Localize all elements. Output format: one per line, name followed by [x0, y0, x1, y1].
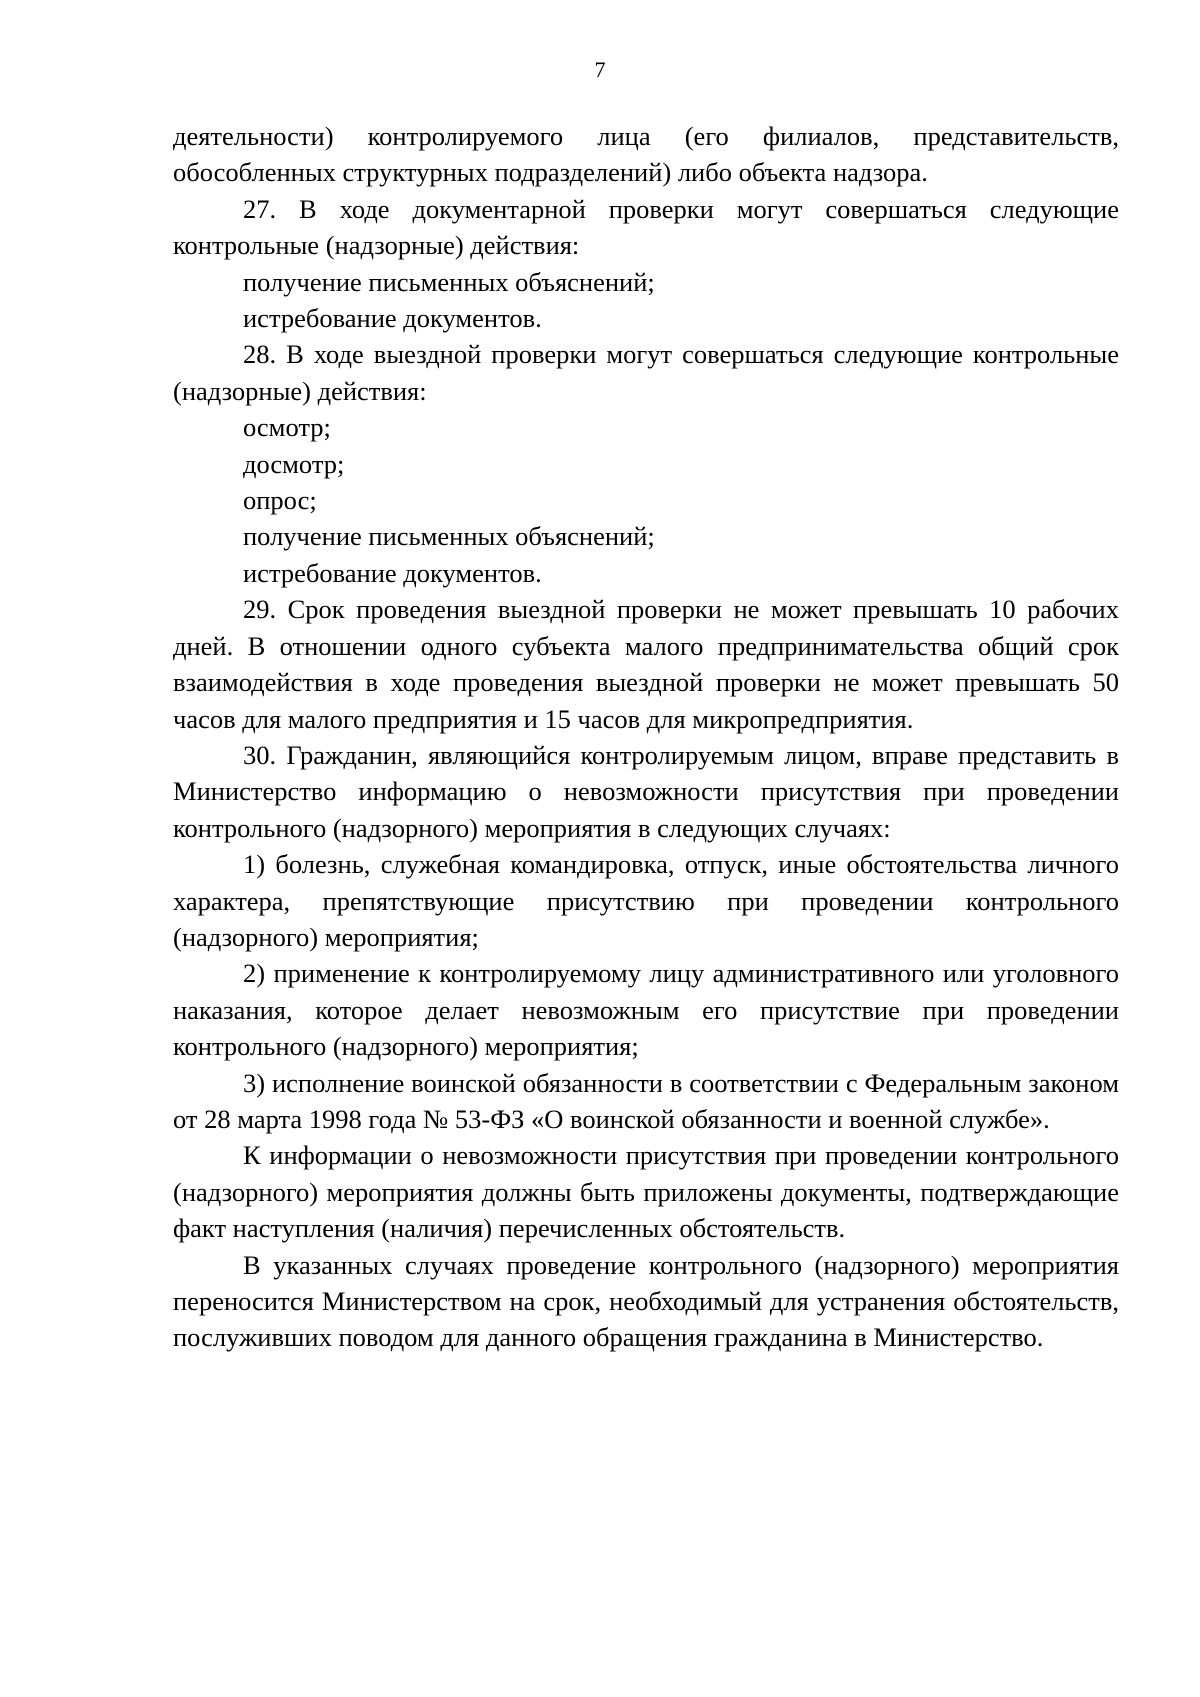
- paragraph-item-30: 30. Гражданин, являющийся контролируемым лицом, вправе представить в Министерство информацию о невозможности присутствия при проведении контрольного (надзорного) мероприятия в следующих случаях:: [173, 739, 1119, 843]
- subitem-3: 3) исполнение воинской обязанности в соответствии с Федеральным законом от 28 марта 1998 года № 53-ФЗ «О воинской обязанности и военной службе».: [173, 1067, 1119, 1134]
- paragraph-item-29: 29. Срок проведения выездной проверки не может превышать 10 рабочих дней. В отношении одного субъекта малого предпринимательства общий срок взаимодействия в ходе проведения выездной проверки не может превышать 50 часов для малого предприятия и 15 часов для микропредприятия.: [173, 594, 1119, 734]
- paragraph-postponement: В указанных случаях проведение контрольного (надзорного) мероприятия переносится Министерством на срок, необходимый для устранения обстоятельств, послуживших поводом для данного обращения гражданина в Министерство.: [173, 1249, 1119, 1353]
- paragraph-continuation: деятельности) контролируемого лица (его филиалов, представительств, обособленных структурных подразделений) либо объекта надзора.: [173, 121, 1119, 188]
- list-item: получение письменных объяснений;: [243, 266, 655, 297]
- list-item: осмотр;: [243, 412, 331, 443]
- list-item: получение письменных объяснений;: [243, 521, 655, 552]
- list-item: досмотр;: [243, 448, 345, 479]
- paragraph-attachments: К информации о невозможности присутствия при проведении контрольного (надзорного) мероприятия должны быть приложены документы, подтверждающие факт наступления (наличия) перечисленных обстоятельств.: [173, 1140, 1119, 1244]
- subitem-2: 2) применение к контролируемому лицу административного или уголовного наказания, которое делает невозможным его присутствие при проведении контрольного (надзорного) мероприятия;: [173, 958, 1119, 1062]
- list-item: истребование документов.: [243, 303, 542, 334]
- list-item: опрос;: [243, 485, 317, 516]
- list-item: истребование документов.: [243, 557, 542, 588]
- document-body: [173, 118, 1119, 1356]
- subitem-1: 1) болезнь, служебная командировка, отпуск, иные обстоятельства личного характера, препятствующие присутствию при проведении контрольного (надзорного) мероприятия;: [173, 849, 1119, 952]
- paragraph-item-28: 28. В ходе выездной проверки могут совершаться следующие контрольные (надзорные) действия:: [173, 339, 1119, 406]
- paragraph-item-27: 27. В ходе документарной проверки могут совершаться следующие контрольные (надзорные) действия:: [173, 193, 1119, 261]
- page-number: 7: [594, 57, 606, 82]
